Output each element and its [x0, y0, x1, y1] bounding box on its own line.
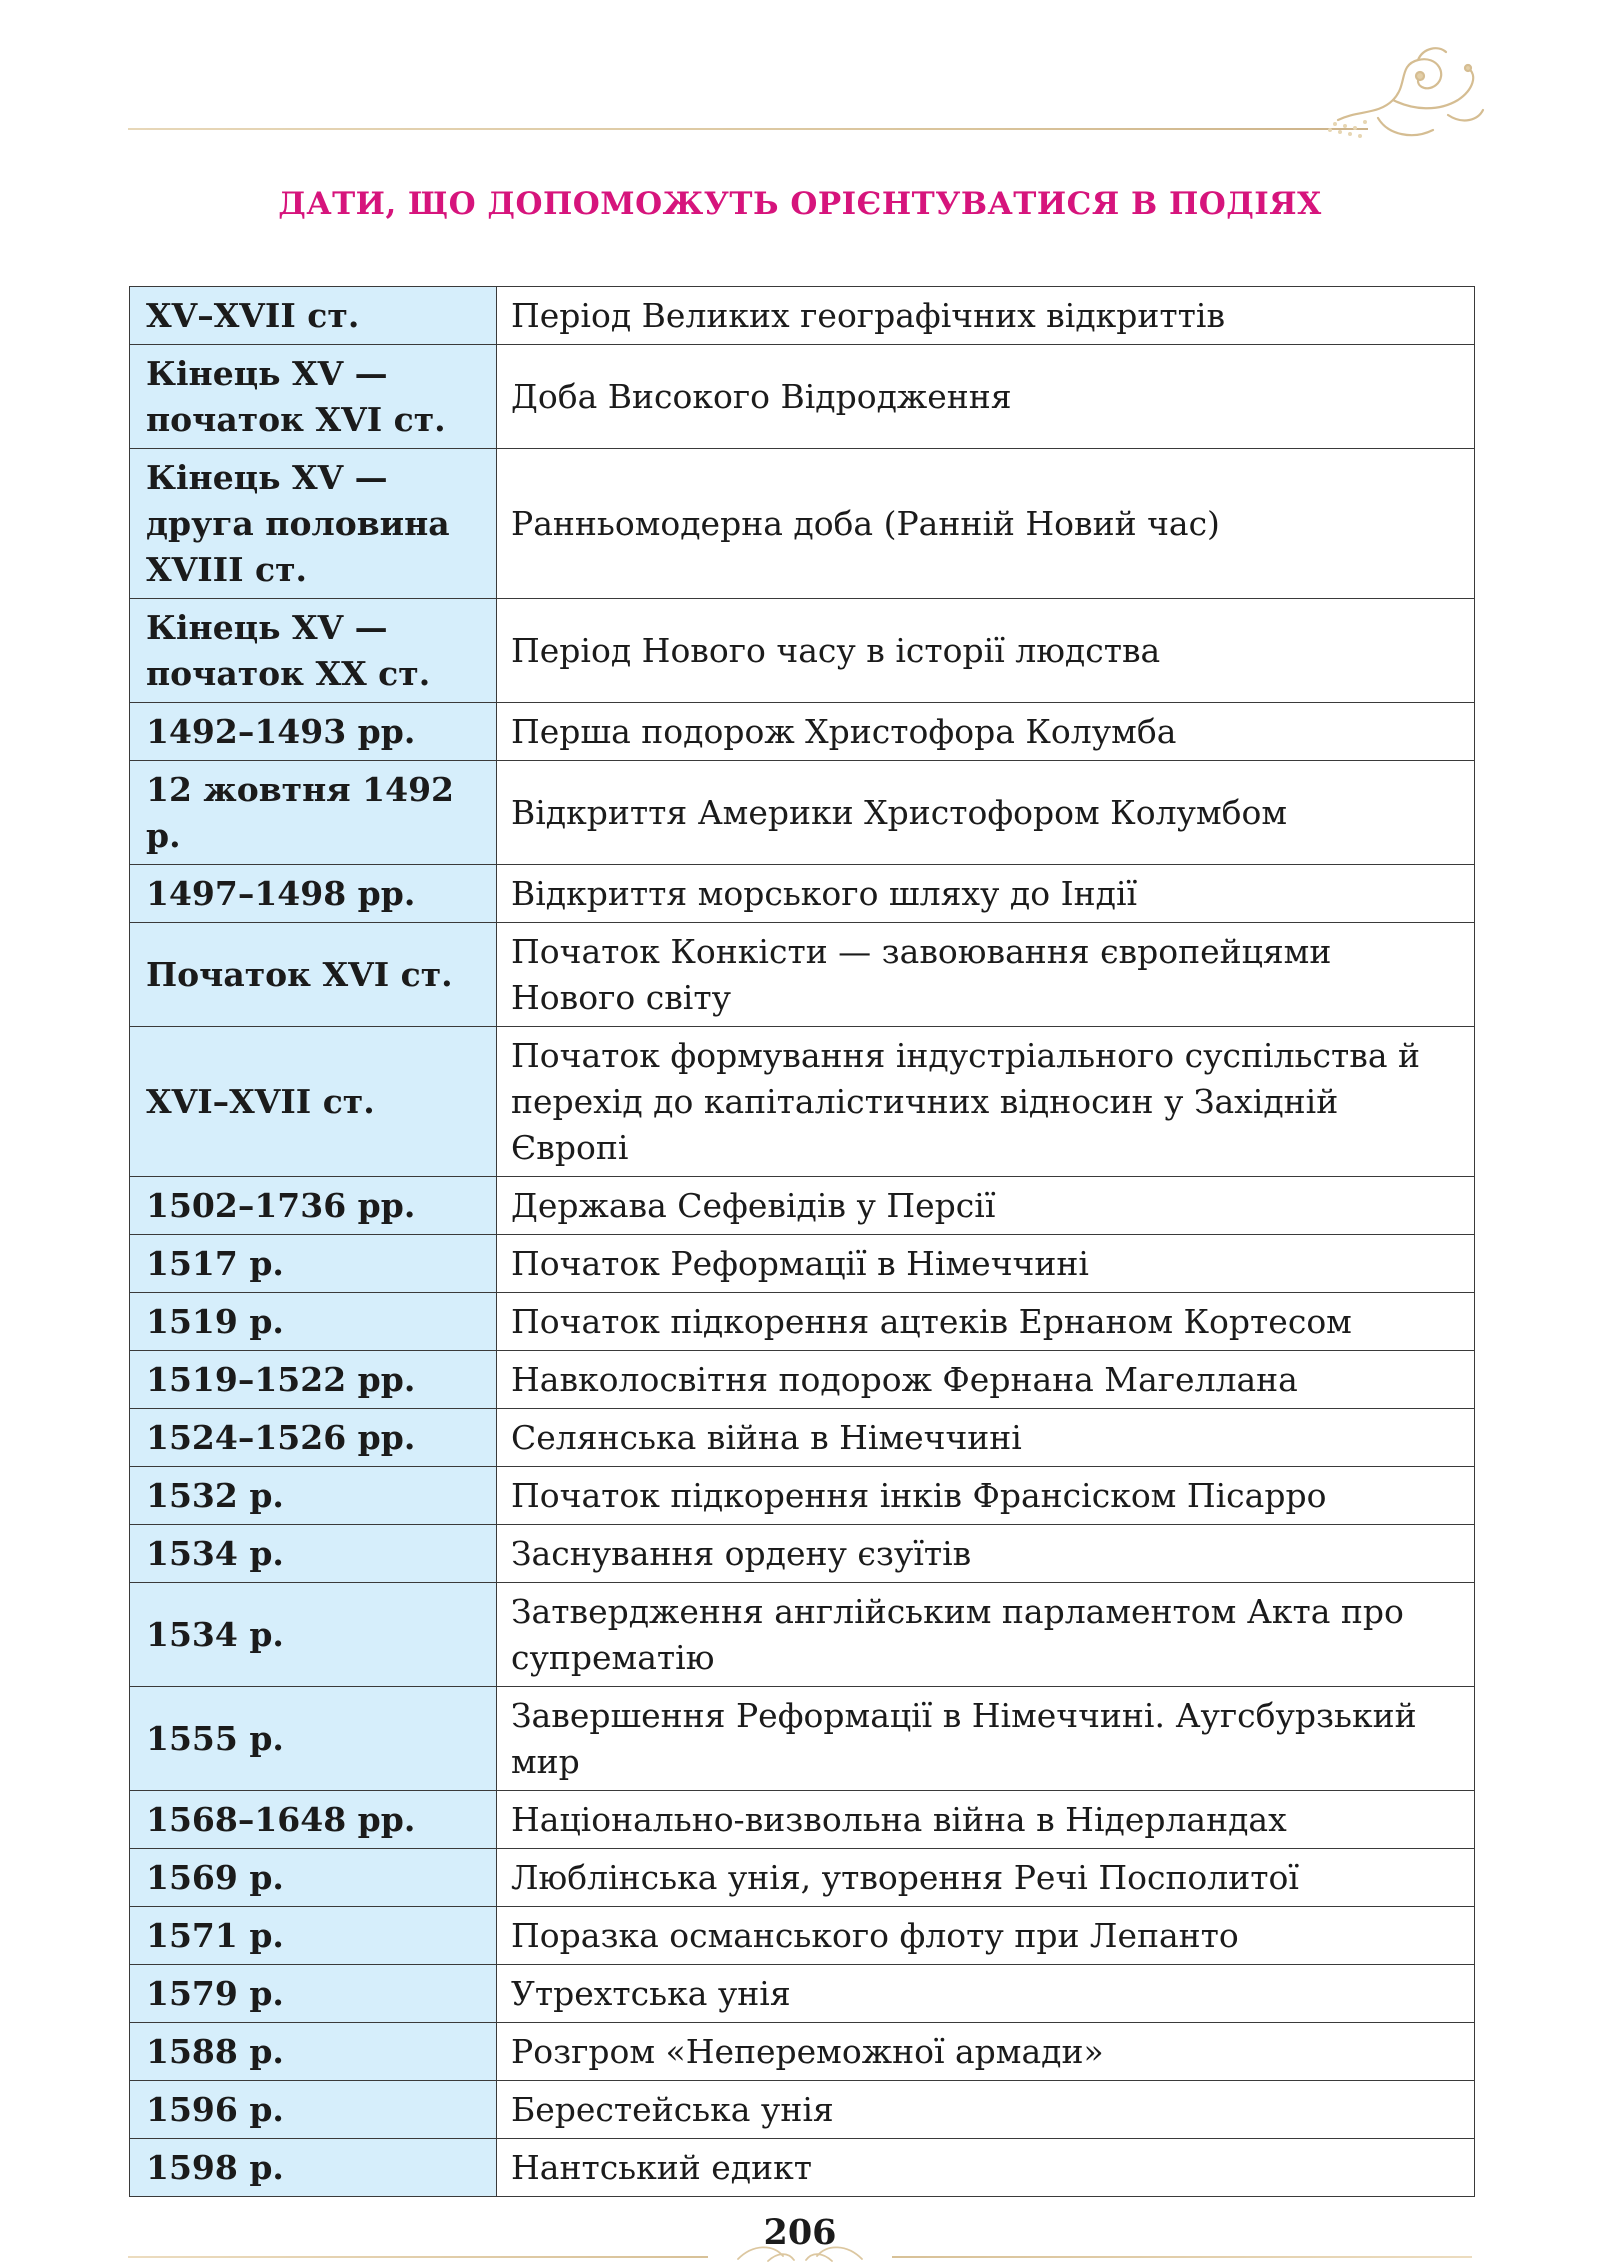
event-cell: Затвердження англійським парламентом Акта про супрематію	[497, 1583, 1475, 1687]
page-title: ДАТИ, ЩО ДОПОМОЖУТЬ ОРІЄНТУВАТИСЯ В ПОДІЯХ	[278, 186, 1322, 222]
table-row	[130, 1907, 1475, 1965]
date-cell: 1569 р.	[130, 1849, 497, 1907]
top-divider	[128, 128, 1368, 130]
event-cell: Ранньомодерна доба (Ранній Новий час)	[497, 449, 1475, 599]
table-row	[130, 865, 1475, 923]
page-number: 206	[763, 2212, 837, 2253]
event-cell: Завершення Реформації в Німеччині. Аугсбурзький мир	[497, 1687, 1475, 1791]
date-cell: 1555 р.	[130, 1687, 497, 1791]
date-cell: 12 жовтня 1492 р.	[130, 761, 497, 865]
event-cell: Початок Конкісти — завоювання європейцями Нового світу	[497, 923, 1475, 1027]
event-cell: Держава Сефевідів у Персії	[497, 1177, 1475, 1235]
table-row	[130, 1525, 1475, 1583]
table-row	[130, 287, 1475, 345]
date-cell: 1534 р.	[130, 1583, 497, 1687]
date-cell: 1519–1522 рр.	[130, 1351, 497, 1409]
table-row	[130, 1235, 1475, 1293]
date-cell: Кінець XV — друга половина XVIII ст.	[130, 449, 497, 599]
event-cell: Початок Реформації в Німеччині	[497, 1235, 1475, 1293]
dates-table-body	[130, 287, 1475, 2197]
table-row	[130, 923, 1475, 1027]
event-cell: Доба Високого Відродження	[497, 345, 1475, 449]
table-row	[130, 2023, 1475, 2081]
date-cell: 1596 р.	[130, 2081, 497, 2139]
event-cell: Розгром «Непереможної армади»	[497, 2023, 1475, 2081]
date-cell: 1534 р.	[130, 1525, 497, 1583]
event-cell: Поразка османського флоту при Лепанто	[497, 1907, 1475, 1965]
event-cell: Початок підкорення ацтеків Ернаном Кортесом	[497, 1293, 1475, 1351]
date-cell: XVI–XVII ст.	[130, 1027, 497, 1177]
date-cell: 1571 р.	[130, 1907, 497, 1965]
date-cell: 1492–1493 рр.	[130, 703, 497, 761]
event-cell: Національно-визвольна війна в Нідерландах	[497, 1791, 1475, 1849]
date-cell: 1517 р.	[130, 1235, 497, 1293]
table-row	[130, 703, 1475, 761]
event-cell: Період Нового часу в історії людства	[497, 599, 1475, 703]
table-row	[130, 1965, 1475, 2023]
date-cell: 1568–1648 рр.	[130, 1791, 497, 1849]
event-cell: Заснування ордену єзуїтів	[497, 1525, 1475, 1583]
table-row	[130, 2081, 1475, 2139]
table-row	[130, 1467, 1475, 1525]
date-cell: XV–XVII ст.	[130, 287, 497, 345]
table-row	[130, 1177, 1475, 1235]
date-cell: 1497–1498 рр.	[130, 865, 497, 923]
date-cell: Кінець XV — початок XVI ст.	[130, 345, 497, 449]
event-cell: Початок формування індустріального суспільства й перехід до капіталістичних відносин у Західній Європі	[497, 1027, 1475, 1177]
table-row	[130, 1293, 1475, 1351]
event-cell: Відкриття Америки Христофором Колумбом	[497, 761, 1475, 865]
bottom-divider-left	[128, 2256, 708, 2258]
table-row	[130, 1791, 1475, 1849]
event-cell: Перша подорож Христофора Колумба	[497, 703, 1475, 761]
event-cell: Початок підкорення інків Франсіском Пісарро	[497, 1467, 1475, 1525]
date-cell: 1598 р.	[130, 2139, 497, 2197]
table-row	[130, 1583, 1475, 1687]
table-row	[130, 449, 1475, 599]
event-cell: Відкриття морського шляху до Індії	[497, 865, 1475, 923]
table-row	[130, 1351, 1475, 1409]
date-cell: 1519 р.	[130, 1293, 497, 1351]
event-cell: Нантський едикт	[497, 2139, 1475, 2197]
table-row	[130, 1027, 1475, 1177]
event-cell: Селянська війна в Німеччині	[497, 1409, 1475, 1467]
date-cell: 1579 р.	[130, 1965, 497, 2023]
table-row	[130, 345, 1475, 449]
date-cell: 1588 р.	[130, 2023, 497, 2081]
date-cell: Кінець XV — початок XX ст.	[130, 599, 497, 703]
event-cell: Утрехтська унія	[497, 1965, 1475, 2023]
bottom-divider-right	[892, 2256, 1472, 2258]
event-cell: Період Великих географічних відкриттів	[497, 287, 1475, 345]
table-row	[130, 1849, 1475, 1907]
event-cell: Берестейська унія	[497, 2081, 1475, 2139]
event-cell: Навколосвітня подорож Фернана Магеллана	[497, 1351, 1475, 1409]
event-cell: Люблінська унія, утворення Речі Посполитої	[497, 1849, 1475, 1907]
table-row	[130, 761, 1475, 865]
date-cell: 1524–1526 рр.	[130, 1409, 497, 1467]
table-row	[130, 2139, 1475, 2197]
floral-swirl-icon	[728, 2234, 872, 2263]
date-cell: 1532 р.	[130, 1467, 497, 1525]
table-row	[130, 1687, 1475, 1791]
table-row	[130, 599, 1475, 703]
date-cell: 1502–1736 рр.	[130, 1177, 497, 1235]
dates-table	[129, 286, 1475, 2197]
floral-swirl-icon	[1318, 40, 1488, 150]
date-cell: Початок XVI ст.	[130, 923, 497, 1027]
table-row	[130, 1409, 1475, 1467]
